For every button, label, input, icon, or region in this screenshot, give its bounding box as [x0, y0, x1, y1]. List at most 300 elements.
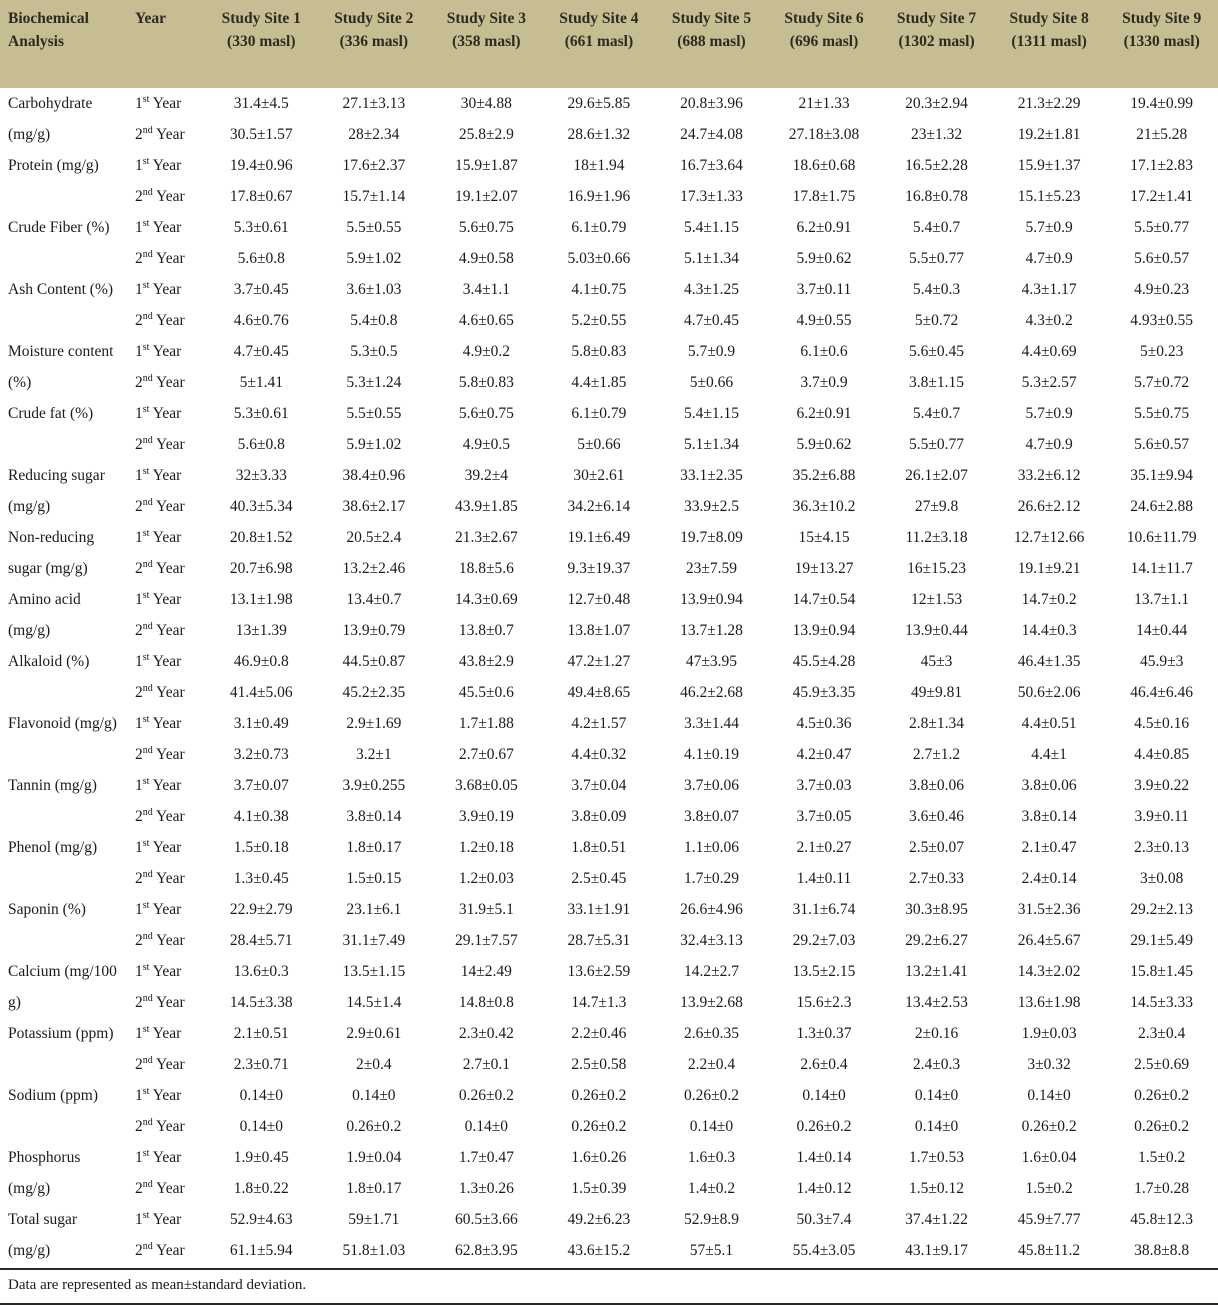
value-cell: 26.6±2.12 [1017, 497, 1081, 515]
value-cell: 5.5±0.77 [909, 435, 965, 453]
year-label: 1st Year [135, 961, 182, 980]
table-row-year2 [0, 1049, 1218, 1080]
value-cell: 43.1±9.17 [905, 1241, 968, 1259]
column-header-site-3: Study Site 3 (358 masl) [430, 0, 543, 88]
value-cell: 17.8±1.75 [792, 187, 856, 205]
year-label: 1st Year [135, 465, 182, 484]
value-cell: 28±2.34 [348, 125, 400, 143]
value-cell: 14.2±2.7 [683, 962, 739, 980]
value-cell: 14.1±11.7 [1130, 559, 1193, 577]
value-cell: 13.4±2.53 [905, 993, 968, 1011]
value-cell: 24.6±2.88 [1130, 497, 1194, 515]
value-cell: 26.4±5.67 [1017, 931, 1081, 949]
value-cell: 1.4±0.14 [796, 1148, 852, 1166]
value-cell: 1.6±0.04 [1021, 1148, 1077, 1166]
header-row [0, 0, 1218, 88]
value-cell: 0.26±0.2 [796, 1117, 852, 1135]
value-cell: 50.3±7.4 [796, 1210, 852, 1228]
value-cell: 2.1±0.47 [1021, 838, 1077, 856]
value-cell: 41.4±5.06 [229, 683, 293, 701]
table-row-year1 [0, 274, 1218, 305]
value-cell: 6.1±0.79 [571, 218, 627, 236]
value-cell: 2.7±0.67 [458, 745, 514, 763]
year-label: 1st Year [135, 1147, 182, 1166]
table-row-year2 [0, 553, 1218, 584]
value-cell: 4.9±0.55 [796, 311, 852, 329]
value-cell: 33.9±2.5 [683, 497, 739, 515]
value-cell: 1.3±0.45 [233, 869, 289, 887]
value-cell: 5.1±1.34 [683, 249, 739, 267]
value-cell: 1.8±0.17 [346, 838, 402, 856]
value-cell: 2.9±1.69 [346, 714, 402, 732]
value-cell: 28.4±5.71 [229, 931, 293, 949]
table-header [0, 0, 1218, 88]
value-cell: 49.2±6.23 [567, 1210, 631, 1228]
value-cell: 4.1±0.19 [683, 745, 739, 763]
year-label: 1st Year [135, 403, 182, 422]
value-cell: 5.3±2.57 [1021, 373, 1077, 391]
value-cell: 29.2±2.13 [1130, 900, 1194, 918]
value-cell: 0.26±0.2 [458, 1086, 514, 1104]
value-cell: 3.7±0.06 [683, 776, 739, 794]
value-cell: 6.2±0.91 [796, 404, 852, 422]
year-label: 2nd Year [135, 248, 185, 267]
year-label: 1st Year [135, 1085, 182, 1104]
value-cell: 2.4±0.14 [1021, 869, 1077, 887]
column-header-site-5: Study Site 5 (688 masl) [655, 0, 768, 88]
value-cell: 40.3±5.34 [229, 497, 293, 515]
value-cell: 15.8±1.45 [1130, 962, 1194, 980]
value-cell: 0.14±0 [802, 1086, 846, 1104]
table-row-year2 [0, 491, 1218, 522]
value-cell: 30.3±8.95 [905, 900, 968, 918]
value-cell: 12±1.53 [910, 590, 963, 608]
table-row-year2 [0, 305, 1218, 336]
value-cell: 30±2.61 [573, 466, 625, 484]
column-header-site-7: Study Site 7 (1302 masl) [880, 0, 993, 88]
value-cell: 31.4±4.5 [233, 94, 289, 112]
value-cell: 3.4±1.1 [462, 280, 510, 298]
analyte-label: Alkaloid (%) [8, 653, 90, 670]
value-cell: 26.6±4.96 [680, 900, 743, 918]
value-cell: 21±5.28 [1136, 125, 1188, 143]
value-cell: 45.5±4.28 [792, 652, 856, 670]
value-cell: 6.2±0.91 [796, 218, 852, 236]
value-cell: 31.9±5.1 [458, 900, 514, 918]
value-cell: 21±1.33 [798, 94, 850, 112]
value-cell: 29.2±7.03 [792, 931, 856, 949]
analyte-label: Reducing sugar (mg/g) [8, 467, 105, 515]
value-cell: 3.8±0.09 [571, 807, 627, 825]
value-cell: 13.8±1.07 [567, 621, 631, 639]
value-cell: 35.1±9.94 [1130, 466, 1194, 484]
year-label: 1st Year [135, 1209, 182, 1228]
value-cell: 3.9±0.19 [458, 807, 514, 825]
value-cell: 2.3±0.13 [1134, 838, 1190, 856]
table-row-year1 [0, 522, 1218, 553]
value-cell: 5±0.23 [1139, 342, 1184, 360]
value-cell: 4.5±0.16 [1134, 714, 1190, 732]
value-cell: 3.8±0.06 [1021, 776, 1077, 794]
value-cell: 1.1±0.06 [683, 838, 739, 856]
value-cell: 0.14±0 [914, 1086, 959, 1104]
value-cell: 18.8±5.6 [458, 559, 514, 577]
value-cell: 50.6±2.06 [1017, 683, 1081, 701]
year-label: 1st Year [135, 1023, 182, 1042]
value-cell: 20.8±1.52 [229, 528, 293, 546]
year-label: 1st Year [135, 775, 182, 794]
value-cell: 2.5±0.07 [909, 838, 965, 856]
value-cell: 0.26±0.2 [1134, 1086, 1190, 1104]
analyte-label: Phosphorus (mg/g) [8, 1149, 81, 1197]
table-row-year2 [0, 987, 1218, 1018]
value-cell: 11.2±3.18 [905, 528, 968, 546]
value-cell: 1.5±0.39 [571, 1179, 627, 1197]
value-cell: 25.8±2.9 [458, 125, 514, 143]
value-cell: 14.7±0.54 [792, 590, 856, 608]
value-cell: 5±0.66 [577, 435, 621, 453]
value-cell: 3.6±1.03 [346, 280, 402, 298]
value-cell: 13.6±1.98 [1017, 993, 1081, 1011]
column-header-year: Year [125, 0, 205, 88]
value-cell: 5.4±0.7 [912, 218, 961, 236]
table-row-year2 [0, 181, 1218, 212]
value-cell: 27.18±3.08 [788, 125, 860, 143]
value-cell: 0.26±0.2 [1021, 1117, 1077, 1135]
value-cell: 4.1±0.75 [571, 280, 627, 298]
value-cell: 5.9±0.62 [796, 435, 852, 453]
value-cell: 16.5±2.28 [905, 156, 968, 174]
value-cell: 15.9±1.87 [454, 156, 518, 174]
value-cell: 34.2±6.14 [567, 497, 631, 515]
value-cell: 3.9±0.255 [342, 776, 406, 794]
value-cell: 0.14±0 [689, 1117, 734, 1135]
value-cell: 51.8±1.03 [342, 1241, 406, 1259]
value-cell: 30.5±1.57 [229, 125, 293, 143]
value-cell: 49±9.81 [910, 683, 963, 701]
value-cell: 1.5±0.12 [909, 1179, 965, 1197]
year-label: 1st Year [135, 837, 182, 856]
value-cell: 1.3±0.37 [796, 1024, 852, 1042]
value-cell: 3±0.32 [1027, 1055, 1071, 1073]
value-cell: 2.2±0.46 [571, 1024, 627, 1042]
year-label: 2nd Year [135, 868, 185, 887]
value-cell: 14±2.49 [460, 962, 512, 980]
analyte-label: Amino acid (mg/g) [8, 591, 81, 639]
year-label: 2nd Year [135, 806, 185, 825]
year-label: 2nd Year [135, 1178, 185, 1197]
value-cell: 0.14±0 [239, 1117, 283, 1135]
value-cell: 45.9±7.77 [1017, 1210, 1081, 1228]
year-label: 1st Year [135, 589, 182, 608]
value-cell: 5.5±0.75 [1134, 404, 1190, 422]
value-cell: 5.9±1.02 [346, 249, 402, 267]
value-cell: 6.1±0.79 [571, 404, 627, 422]
value-cell: 12.7±0.48 [567, 590, 631, 608]
value-cell: 60.5±3.66 [454, 1210, 518, 1228]
value-cell: 1.2±0.18 [458, 838, 514, 856]
year-label: 2nd Year [135, 1054, 185, 1073]
value-cell: 20.3±2.94 [905, 94, 968, 112]
value-cell: 5.4±1.15 [683, 404, 739, 422]
value-cell: 1.9±0.45 [233, 1148, 289, 1166]
value-cell: 20.8±3.96 [680, 94, 743, 112]
year-label: 2nd Year [135, 930, 185, 949]
value-cell: 5.8±0.83 [458, 373, 514, 391]
value-cell: 5.6±0.8 [237, 249, 285, 267]
value-cell: 5.6±0.57 [1134, 249, 1190, 267]
value-cell: 0.26±0.2 [346, 1117, 402, 1135]
year-label: 1st Year [135, 713, 182, 732]
value-cell: 5.4±0.7 [912, 404, 961, 422]
value-cell: 13±1.39 [235, 621, 287, 639]
value-cell: 33.2±6.12 [1017, 466, 1081, 484]
value-cell: 0.14±0 [464, 1117, 509, 1135]
value-cell: 5.7±0.72 [1134, 373, 1190, 391]
value-cell: 20.5±2.4 [346, 528, 402, 546]
value-cell: 2.3±0.42 [458, 1024, 514, 1042]
year-label: 1st Year [135, 527, 182, 546]
value-cell: 5.3±1.24 [346, 373, 402, 391]
value-cell: 5.6±0.57 [1134, 435, 1190, 453]
value-cell: 3.8±0.06 [909, 776, 965, 794]
value-cell: 4.7±0.45 [233, 342, 289, 360]
table-row-year2 [0, 429, 1218, 460]
analyte-label: Non-reducing sugar (mg/g) [8, 529, 95, 577]
value-cell: 2.7±1.2 [912, 745, 961, 763]
value-cell: 3.7±0.04 [571, 776, 627, 794]
value-cell: 15±4.15 [798, 528, 850, 546]
value-cell: 45.9±3 [1139, 652, 1184, 670]
year-label: 1st Year [135, 279, 182, 298]
value-cell: 1.8±0.51 [571, 838, 627, 856]
value-cell: 36.3±10.2 [792, 497, 856, 515]
value-cell: 61.1±5.94 [229, 1241, 293, 1259]
value-cell: 1.4±0.12 [796, 1179, 852, 1197]
value-cell: 45.9±3.35 [792, 683, 856, 701]
value-cell: 3.6±0.46 [909, 807, 965, 825]
value-cell: 2.4±0.3 [912, 1055, 961, 1073]
table-row-year2 [0, 615, 1218, 646]
year-label: 1st Year [135, 217, 182, 236]
value-cell: 13.1±1.98 [229, 590, 293, 608]
value-cell: 1.2±0.03 [458, 869, 514, 887]
value-cell: 23±1.32 [910, 125, 963, 143]
value-cell: 1.5±0.2 [1025, 1179, 1073, 1197]
value-cell: 19.1±2.07 [454, 187, 518, 205]
table-row-year2 [0, 739, 1218, 770]
value-cell: 4.9±0.5 [462, 435, 510, 453]
analyte-label: Calcium (mg/100 g) [8, 963, 117, 1011]
value-cell: 5.4±0.8 [350, 311, 398, 329]
value-cell: 1.4±0.11 [796, 869, 852, 887]
value-cell: 18±1.94 [573, 156, 625, 174]
value-cell: 33.1±2.35 [680, 466, 743, 484]
value-cell: 45.5±0.6 [458, 683, 514, 701]
table-row-year2 [0, 1173, 1218, 1204]
value-cell: 14.5±3.33 [1130, 993, 1194, 1011]
value-cell: 24.7±4.08 [680, 125, 743, 143]
table-row-year1 [0, 646, 1218, 677]
value-cell: 2.8±1.34 [909, 714, 965, 732]
value-cell: 20.7±6.98 [229, 559, 293, 577]
value-cell: 15.1±5.23 [1017, 187, 1081, 205]
value-cell: 2.1±0.27 [796, 838, 852, 856]
value-cell: 27.1±3.13 [342, 94, 406, 112]
value-cell: 16.9±1.96 [567, 187, 631, 205]
table-row-year1 [0, 894, 1218, 925]
value-cell: 2.2±0.4 [687, 1055, 736, 1073]
value-cell: 0.26±0.2 [571, 1117, 627, 1135]
value-cell: 10.6±11.79 [1126, 528, 1197, 546]
value-cell: 5.03±0.66 [567, 249, 631, 267]
value-cell: 5.6±0.75 [458, 404, 514, 422]
year-label: 1st Year [135, 93, 182, 112]
value-cell: 14±0.44 [1136, 621, 1188, 639]
value-cell: 5.6±0.8 [237, 435, 285, 453]
value-cell: 5±1.41 [239, 373, 283, 391]
value-cell: 3.7±0.11 [796, 280, 852, 298]
value-cell: 49.4±8.65 [567, 683, 631, 701]
value-cell: 38.6±2.17 [342, 497, 406, 515]
value-cell: 23±7.59 [685, 559, 738, 577]
value-cell: 31.1±7.49 [342, 931, 406, 949]
value-cell: 2.3±0.4 [1138, 1024, 1186, 1042]
value-cell: 1.7±0.53 [909, 1148, 965, 1166]
value-cell: 2.5±0.45 [571, 869, 627, 887]
value-cell: 19.4±0.99 [1130, 94, 1194, 112]
value-cell: 13.9±0.79 [342, 621, 406, 639]
value-cell: 4.5±0.36 [796, 714, 852, 732]
value-cell: 5.2±0.55 [571, 311, 627, 329]
value-cell: 4.7±0.9 [1025, 249, 1073, 267]
value-cell: 14.7±0.2 [1021, 590, 1077, 608]
value-cell: 1.7±1.88 [458, 714, 514, 732]
table-row-year2 [0, 863, 1218, 894]
value-cell: 3.2±0.73 [233, 745, 289, 763]
year-label: 2nd Year [135, 496, 185, 515]
table-row-year1 [0, 398, 1218, 429]
year-label: 1st Year [135, 651, 182, 670]
value-cell: 45.8±11.2 [1018, 1241, 1081, 1259]
value-cell: 5.3±0.5 [350, 342, 398, 360]
value-cell: 32±3.33 [235, 466, 287, 484]
year-label: 2nd Year [135, 186, 185, 205]
value-cell: 1.5±0.18 [233, 838, 289, 856]
value-cell: 44.5±0.87 [342, 652, 406, 670]
value-cell: 45±3 [920, 652, 953, 670]
value-cell: 3.68±0.05 [454, 776, 518, 794]
value-cell: 4.2±1.57 [571, 714, 627, 732]
value-cell: 17.3±1.33 [680, 187, 743, 205]
value-cell: 52.9±8.9 [683, 1210, 739, 1228]
value-cell: 1.7±0.29 [683, 869, 739, 887]
value-cell: 13.5±2.15 [792, 962, 856, 980]
value-cell: 13.6±2.59 [567, 962, 631, 980]
value-cell: 14.4±0.3 [1021, 621, 1077, 639]
value-cell: 37.4±1.22 [905, 1210, 968, 1228]
value-cell: 0.26±0.2 [1134, 1117, 1190, 1135]
value-cell: 14.7±1.3 [571, 993, 627, 1011]
analyte-label: Ash Content (%) [8, 281, 114, 298]
value-cell: 15.6±2.3 [796, 993, 852, 1011]
value-cell: 5.3±0.61 [233, 218, 289, 236]
year-label: 2nd Year [135, 1240, 185, 1259]
value-cell: 4.4±0.51 [1021, 714, 1077, 732]
analyte-label: Phenol (mg/g) [8, 839, 98, 856]
value-cell: 0.14±0 [1027, 1086, 1071, 1104]
value-cell: 2.1±0.51 [233, 1024, 289, 1042]
value-cell: 5.5±0.55 [346, 218, 402, 236]
value-cell: 4.4±0.32 [571, 745, 627, 763]
value-cell: 16±15.23 [907, 559, 966, 577]
value-cell: 5.1±1.34 [683, 435, 739, 453]
value-cell: 5.7±0.9 [687, 342, 736, 360]
value-cell: 17.8±0.67 [229, 187, 293, 205]
value-cell: 46.4±1.35 [1017, 652, 1081, 670]
value-cell: 5±0.72 [914, 311, 959, 329]
value-cell: 22.9±2.79 [229, 900, 293, 918]
value-cell: 2.5±0.58 [571, 1055, 627, 1073]
year-label: 1st Year [135, 155, 182, 174]
value-cell: 31.5±2.36 [1017, 900, 1081, 918]
column-header-site-4: Study Site 4 (661 masl) [543, 0, 656, 88]
value-cell: 13.8±0.7 [458, 621, 514, 639]
value-cell: 14.3±2.02 [1017, 962, 1081, 980]
table-row-year1 [0, 832, 1218, 863]
value-cell: 3.7±0.05 [796, 807, 852, 825]
value-cell: 21.3±2.29 [1017, 94, 1081, 112]
value-cell: 9.3±19.37 [567, 559, 631, 577]
value-cell: 3.8±0.14 [346, 807, 402, 825]
value-cell: 3.2±1 [356, 745, 392, 763]
value-cell: 2.7±0.1 [462, 1055, 510, 1073]
value-cell: 26.1±2.07 [905, 466, 968, 484]
value-cell: 0.14±0 [914, 1117, 959, 1135]
value-cell: 30±4.88 [460, 94, 512, 112]
value-cell: 1.6±0.26 [571, 1148, 627, 1166]
value-cell: 4.93±0.55 [1130, 311, 1194, 329]
value-cell: 46.9±0.8 [233, 652, 289, 670]
value-cell: 3.7±0.07 [233, 776, 289, 794]
value-cell: 17.1±2.83 [1130, 156, 1194, 174]
value-cell: 3.8±0.07 [683, 807, 739, 825]
year-label: 2nd Year [135, 1116, 185, 1135]
value-cell: 46.2±2.68 [680, 683, 743, 701]
table-row-year2 [0, 801, 1218, 832]
value-cell: 5.7±0.9 [1025, 404, 1073, 422]
value-cell: 19.1±9.21 [1017, 559, 1081, 577]
value-cell: 0.14±0 [352, 1086, 396, 1104]
value-cell: 1.9±0.03 [1021, 1024, 1077, 1042]
table-row-year1 [0, 708, 1218, 739]
table-row-year1 [0, 150, 1218, 181]
value-cell: 2.7±0.33 [909, 869, 965, 887]
value-cell: 3.1±0.49 [233, 714, 289, 732]
value-cell: 4.4±1.85 [571, 373, 627, 391]
value-cell: 4.7±0.45 [683, 311, 739, 329]
value-cell: 3.8±0.14 [1021, 807, 1077, 825]
value-cell: 32.4±3.13 [680, 931, 743, 949]
value-cell: 17.6±2.37 [342, 156, 406, 174]
value-cell: 19.7±8.09 [680, 528, 743, 546]
year-label: 2nd Year [135, 124, 185, 143]
value-cell: 4.9±0.2 [462, 342, 510, 360]
value-cell: 45.8±12.3 [1130, 1210, 1194, 1228]
value-cell: 4.7±0.9 [1025, 435, 1073, 453]
value-cell: 23.1±6.1 [346, 900, 402, 918]
value-cell: 5.4±0.3 [912, 280, 961, 298]
